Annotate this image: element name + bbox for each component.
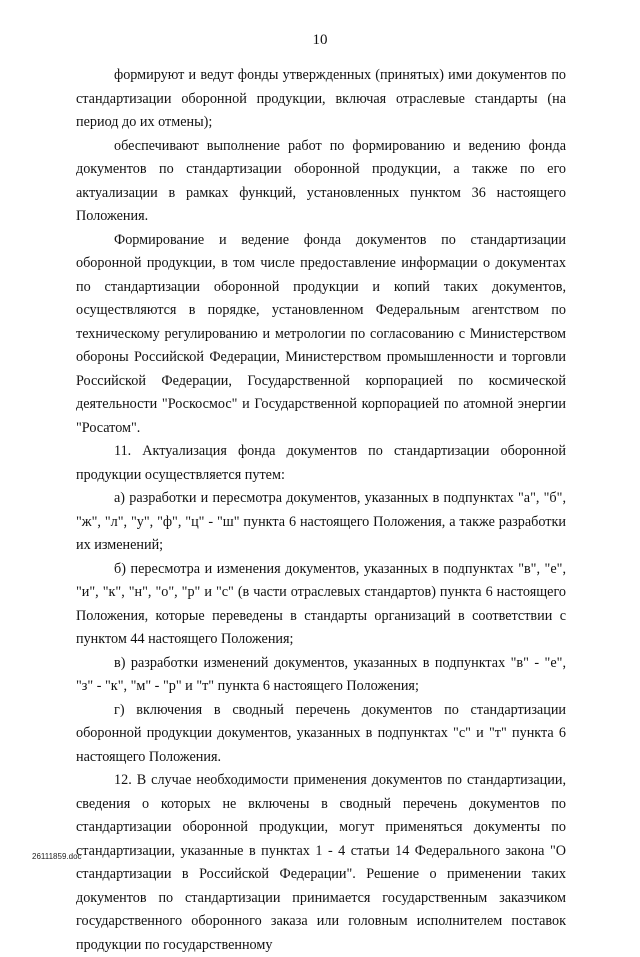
paragraph: б) пересмотра и изменения документов, указанных в подпунктах "в", "е", "и", "к", "н", "о", "р" и "с" (в части отраслевых стандартов) пункта 6 настоящего Положения, которые переведены в стандарты организаций в соответствии с пунктом 44 настоящего Положения; — [76, 560, 566, 647]
page-number: 10 — [312, 32, 328, 48]
paragraph: формируют и ведут фонды утвержденных (принятых) ими документов по стандартизации оборонной продукции, включая отраслевые стандарты (на период до их отмены); — [76, 67, 566, 130]
document-body — [76, 64, 566, 957]
paragraph: Формирование и ведение фонда документов по стандартизации оборонной продукции, в том числе предоставление информации о документах по стандартизации оборонной продукции и копий таких документов, осуществляются в порядке, установленном Федеральным агентством по техническому регулированию и метрологии по согласованию с Министерством обороны Российской Федерации, Министерством промышленности и торговли Российской Федерации, Государственной корпорацией по космической деятельности "Роскосмос" и Государственной корпорацией по атомной энергии "Росатом". — [76, 231, 566, 436]
paragraph: а) разработки и пересмотра документов, указанных в подпунктах "а", "б", "ж", "л", "у", "ф", "ц" - "ш" пункта 6 настоящего Положения, а также разработки их изменений; — [76, 490, 566, 553]
document-filename-footer: 26111859.doc — [32, 852, 82, 861]
paragraph: в) разработки изменений документов, указанных в подпунктах "в" - "е", "з" - "к", "м" - "р" и "т" пункта 6 настоящего Положения; — [76, 654, 566, 694]
paragraph: обеспечивают выполнение работ по формированию и ведению фонда документов по стандартизации оборонной продукции, а также по его актуализации в рамках функций, установленных пунктом 36 настоящего Положения. — [76, 137, 566, 224]
paragraph: 12. В случае необходимости применения документов по стандартизации, сведения о которых не включены в сводный перечень документов по стандартизации оборонной продукции, могут применяться документы по стандартизации, указанные в пунктах 1 - 4 статьи 14 Федерального закона "О стандартизации в Российской Федерации". Решение о применении таких документов по стандартизации принимается государственным заказчиком государственного оборонного заказа или головным исполнителем поставок продукции по государственному — [76, 772, 566, 953]
paragraph: 11. Актуализация фонда документов по стандартизации оборонной продукции осуществляется путем: — [76, 443, 566, 483]
paragraph: г) включения в сводный перечень документов по стандартизации оборонной продукции документов, указанных в подпунктах "с" и "т" пункта 6 настоящего Положения. — [76, 701, 566, 765]
